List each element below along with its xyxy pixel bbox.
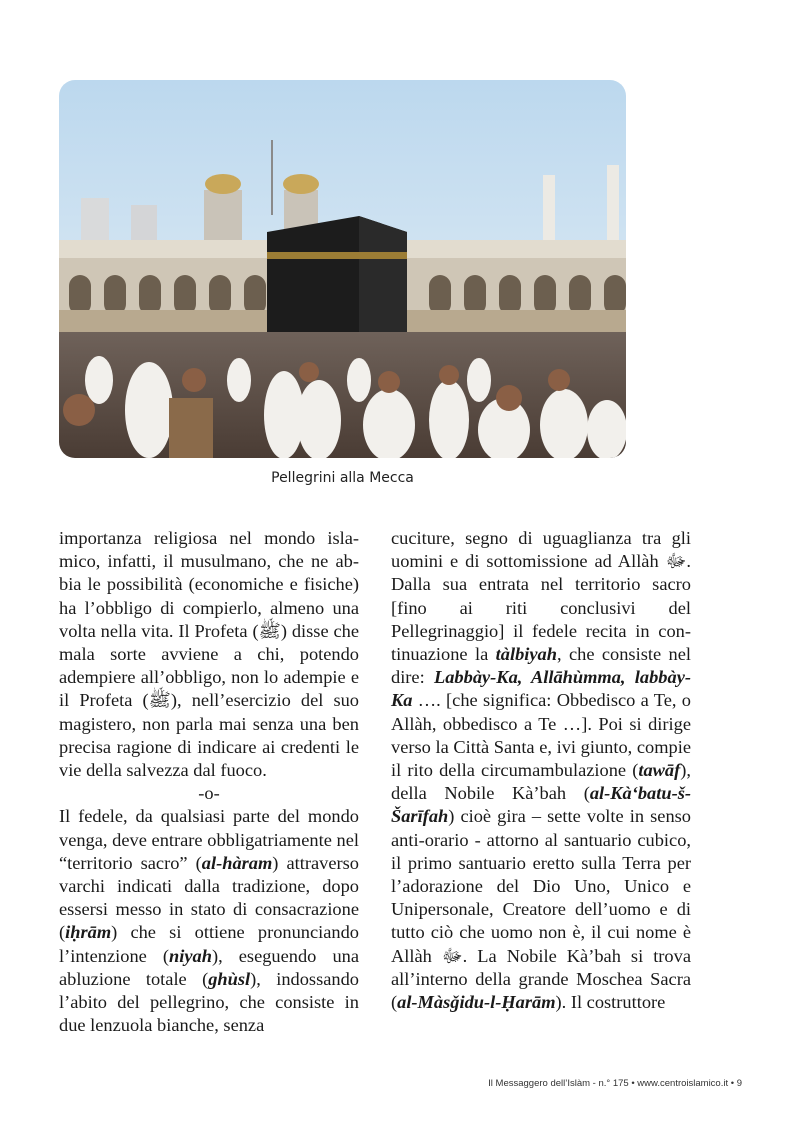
term-emphasis: niyah xyxy=(169,945,212,966)
text-run: cuciture, segno di uguaglianza tra gli uomini e di sottomissione ad Allàh ﷻ. Dalla sua entrata nel territorio sacro [fino ai riti conclusivi del Pellegrinaggio] il fedele recita in continuazione la xyxy=(391,528,691,665)
section-separator: -o- xyxy=(198,783,220,804)
mecca-illustration xyxy=(59,80,626,458)
paragraph xyxy=(59,527,359,782)
page-footer: Il Messaggero dell’Islàm - n.° 175 • www.centroislamico.it • 9 xyxy=(488,1078,742,1089)
text-run: …. [che significa: Obbedisco a Te, o Allàh, obbedisco a Te …]. Poi si dirige verso la Città Santa e, ivi giunto, compie il rito della circumambulazione ( xyxy=(391,690,691,781)
right-text-column xyxy=(391,527,691,1014)
text-run: ) cioè gira – sette volte in senso anti-orario - attorno al santuario cubico, il primo santuario eretto sulla Terra per l’adorazione del Dio Uno, Unico e Unipersonale, Creatore dell’uomo e di tutto ciò che uomo non è, il cui nome è Allàh ﷻ. La Nobile Kà’bah si trova all’interno della grande Moschea Sacra ( xyxy=(391,806,691,1013)
text-run: ) attraverso varchi indicati dalla tradizione, dopo essersi messo in stato di consacrazione ( xyxy=(59,852,360,943)
text-run: ), eseguendo una abluzione totale ( xyxy=(59,945,359,989)
text-run: ), della Nobile Kà’bah ( xyxy=(391,760,691,804)
pilgrims-photo xyxy=(59,80,626,458)
term-emphasis: ghùsl xyxy=(208,968,251,989)
paragraph xyxy=(59,805,359,1037)
left-text-column xyxy=(59,527,359,1037)
text-run: , che consiste nel dire: xyxy=(391,644,691,688)
text-run: importanza religiosa nel mondo islamico, infatti, il musulmano, che ne abbia le possibilità (economiche e fisiche) ha l’obbligo di compierlo, almeno una volta nella vita. Il Profeta (ﷺ) disse che mala sorte avviene a chi, potendo adempiere all’obbligo, non lo adempie e il Profeta (ﷺ), nell’esercizio del suo magistero, non parla mai senza una ben precisa ragione di indicare ai credenti le vie della salvezza dal fuoco. xyxy=(59,528,360,781)
term-emphasis: tawāf xyxy=(638,760,681,781)
term-emphasis: iḥrām xyxy=(65,922,112,943)
paragraph xyxy=(391,527,691,1014)
text-run: Il fedele, da qualsiasi parte del mondo venga, deve entrare obbligatriamente nel “territorio sacro” ( xyxy=(59,806,359,873)
text-run: ), indossando l’abito del pellegrino, che consiste in due lenzuola bianche, senza xyxy=(59,968,359,1036)
photo-caption: Pellegrini alla Mecca xyxy=(271,470,414,486)
term-emphasis: Labbày-Ka, Allāhùmma, labbày-Ka xyxy=(391,667,691,711)
term-emphasis: al-Màsǧidu-l-Ḥarām xyxy=(397,992,556,1013)
text-run: ). Il costruttore xyxy=(555,992,666,1013)
term-emphasis: tàlbiyah xyxy=(495,644,557,665)
term-emphasis: al-Kà‘batu-š-Šarīfah xyxy=(391,783,691,827)
text-run: ) che si ottiene pronunciando l’intenzione ( xyxy=(59,922,359,966)
term-emphasis: al-hàram xyxy=(201,852,273,873)
